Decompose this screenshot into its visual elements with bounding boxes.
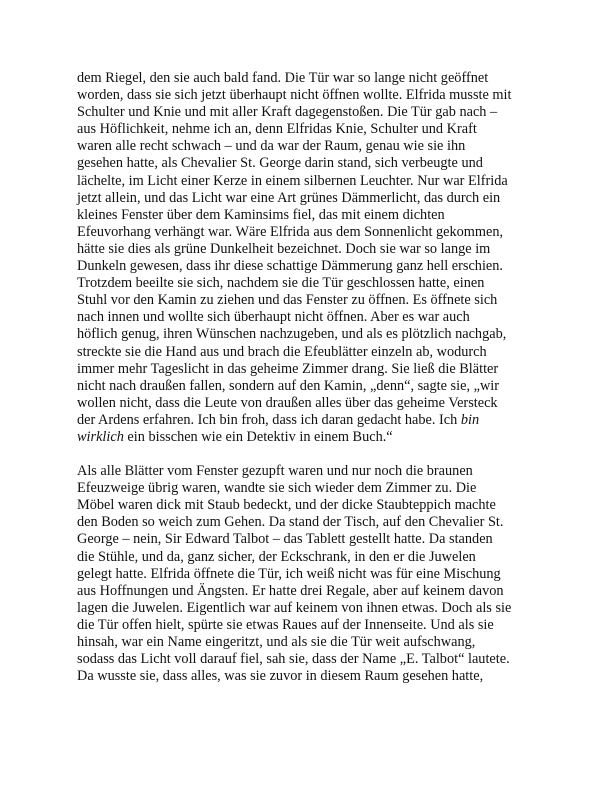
text-line: lagen die Juwelen. Eigentlich war auf keinem von ihnen etwas. Doch als sie [77,599,512,616]
text-line: Trotzdem beeilte sie sich, nachdem sie die Tür geschlossen hatte, einen [77,275,485,292]
text-line: Da wusste sie, dass alles, was sie zuvor in diesem Raum gesehen hatte, [77,668,484,685]
text-line: nach innen und wollte sich überhaupt nicht öffnen. Aber es war auch [77,309,470,326]
text-line [77,429,547,446]
text-line: hätte sie dies als grüne Dunkelheit bezeichnet. Doch sie war so lange im [77,240,491,257]
text-line: gesehen hatte, als Chevalier St. George darin stand, sich verbeugte und [77,155,483,172]
paragraph-2 [77,463,547,685]
text-line: Efeuzweige übrig waren, wandte sie sich wieder dem Zimmer zu. Die [77,480,477,497]
italic-text: wirklich [77,428,124,445]
text-line: sodass das Licht voll darauf fiel, sah sie, dass der Name „E. Talbot“ lautete. [77,651,510,668]
text-line [77,412,547,429]
text-line: Efeuvorhang verhängt war. Wäre Elfrida aus dem Sonnenlicht gekommen, [77,223,504,240]
text-line: aus Höflichkeit, nehme ich an, denn Elfridas Knie, Schulter und Kraft [77,121,477,138]
text-line: den Boden so weich zum Gehen. Da stand der Tisch, auf den Chevalier St. [77,514,504,531]
text-line: Als alle Blätter vom Fenster gezupft waren und nur noch die braunen [77,463,473,480]
paragraph-1 [77,70,547,446]
text-line: worden, dass sie sich jetzt überhaupt nicht öffnen wollte. Elfrida musste mit [77,87,512,104]
text-line: Schulter und Knie und mit aller Kraft dagegenstoßen. Die Tür gab nach – [77,104,498,121]
text-line: Stuhl vor den Kamin zu ziehen und das Fenster zu öffnen. Es öffnete sich [77,292,498,309]
text-line: aus Hoffnungen und Ängsten. Er hatte drei Regale, aber auf keinem davon [77,582,504,599]
text-line: die Tür offen hielt, spürte sie etwas Raues auf der Innenseite. Und als sie [77,616,494,633]
text-segment: ein bisschen wie ein Detektiv in einem Buch.“ [123,428,393,445]
text-line: lächelte, im Licht einer Kerze in einem silbernen Leuchter. Nur war Elfrida [77,172,508,189]
text-segment: der Ardens erfahren. Ich bin froh, dass ich daran gedacht habe. Ich [77,411,461,428]
text-line: immer mehr Tageslicht in das geheime Zimmer drang. Sie ließ die Blätter [77,360,499,377]
document-page [77,70,547,685]
text-line: kleines Fenster über dem Kaminsims fiel, das mit einem dichten [77,206,445,223]
text-line: dem Riegel, den sie auch bald fand. Die Tür war so lange nicht geöffnet [77,70,489,86]
text-line: nicht nach draußen fallen, sondern auf den Kamin, „denn“, sagte sie, „wir [77,377,499,394]
text-line: streckte sie die Hand aus und brach die Efeublätter einzeln ab, wodurch [77,343,487,360]
text-line: die Stühle, und da, ganz sicher, der Eckschrank, in den er die Juwelen [77,548,476,565]
text-line: Dunkeln gewesen, dass ihr diese schattige Dämmerung ganz hell erschien. [77,258,503,275]
text-line: jetzt allein, und das Licht war eine Art grünes Dämmerlicht, das durch ein [77,189,501,206]
text-line: hinsah, war ein Name eingeritzt, und als sie die Tür weit aufschwang, [77,634,476,650]
italic-text: bin [460,411,480,428]
text-line: waren alle recht schwach – und da war der Raum, genau wie sie ihn [77,138,466,155]
text-line: Möbel waren dick mit Staub bedeckt, und der dicke Staubteppich machte [77,497,496,514]
text-line: George – nein, Sir Edward Talbot – das Tablett gestellt hatte. Da standen [77,531,493,548]
text-line: höflich genug, ihren Wünschen nachzugeben, und als es plötzlich nachgab, [77,326,507,343]
text-line: wollen nicht, dass die Leute von draußen alles über das geheime Versteck [77,394,498,411]
text-line: gelegt hatte. Elfrida öffnete die Tür, ich weiß nicht was für eine Mischung [77,565,501,582]
